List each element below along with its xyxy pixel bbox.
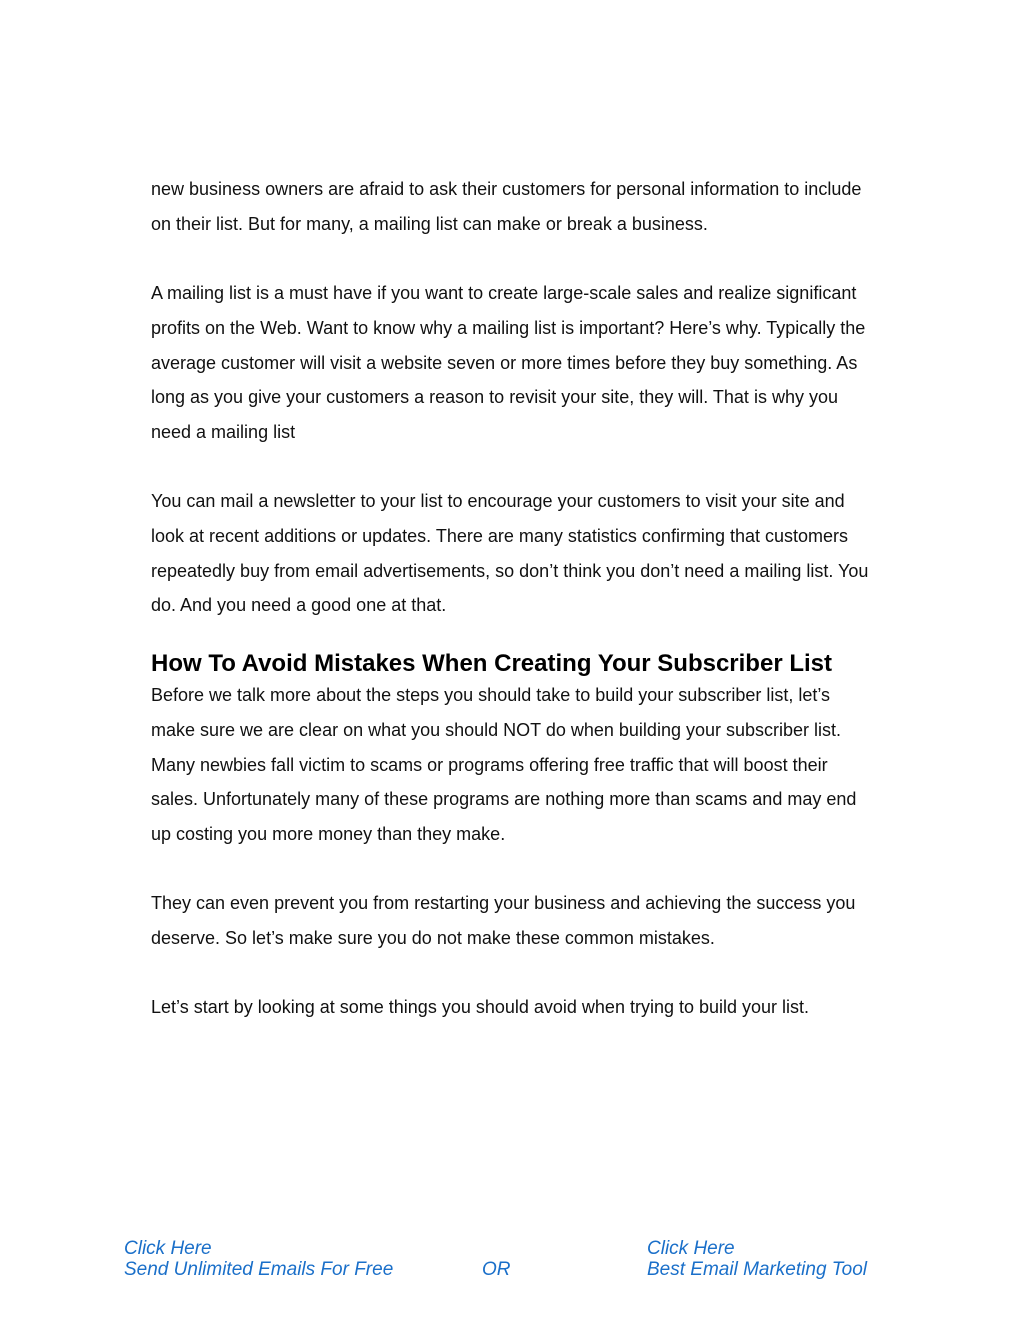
paragraph-mailing-list-must-have: A mailing list is a must have if you want to create large-scale sales and realize significant profits on the Web. Want to know why a mailing list is important? Here’s why. Typically the average customer will visit a website seven or more times before they buy something. As long as you give your customers a reason to revisit your site, they will. That is why you need a mailing list [151,283,866,442]
paragraph-spacer [151,852,876,887]
document-body [151,172,876,1025]
page-footer [0,1238,1024,1288]
paragraph-spacer [151,241,876,276]
left-link-line1: Click Here [124,1238,212,1259]
paragraph-intro: new business owners are afraid to ask their customers for personal information to include on their list. But for many, a mailing list can make or break a business. [151,179,862,234]
paragraph-spacer [151,450,876,485]
send-unlimited-emails-link[interactable] [124,1238,393,1280]
paragraph-lets-start: Let’s start by looking at some things you should avoid when trying to build your list. [151,997,810,1018]
paragraph-newsletter: You can mail a newsletter to your list to encourage your customers to visit your site and look at recent additions or updates. There are many statistics confirming that customers repeatedly buy from email advertisements, so don’t think you don’t need a mailing list. You do. And you need a good one at that. [151,491,869,616]
left-link-line2: Send Unlimited Emails For Free [124,1259,394,1280]
footer-or-separator: OR [482,1259,511,1280]
paragraph-before-we-talk: Before we talk more about the steps you should take to build your subscriber list, let’s make sure we are clear on what you should NOT do when building your subscriber list. Many newbies fall victim to scams or programs offering free traffic that will boost their sales. Unfortunately many of these programs are nothing more than scams and may end up costing you more money than they make. [151,685,857,844]
section-heading: How To Avoid Mistakes When Creating Your Subscriber List [151,650,832,678]
best-email-marketing-tool-link[interactable] [647,1238,867,1280]
paragraph-prevent-restart: They can even prevent you from restarting your business and achieving the success you deserve. So let’s make sure you do not make these common mistakes. [151,893,856,949]
paragraph-spacer [151,956,876,991]
right-link-line1: Click Here [647,1238,735,1259]
right-link-line2: Best Email Marketing Tool [647,1259,868,1280]
